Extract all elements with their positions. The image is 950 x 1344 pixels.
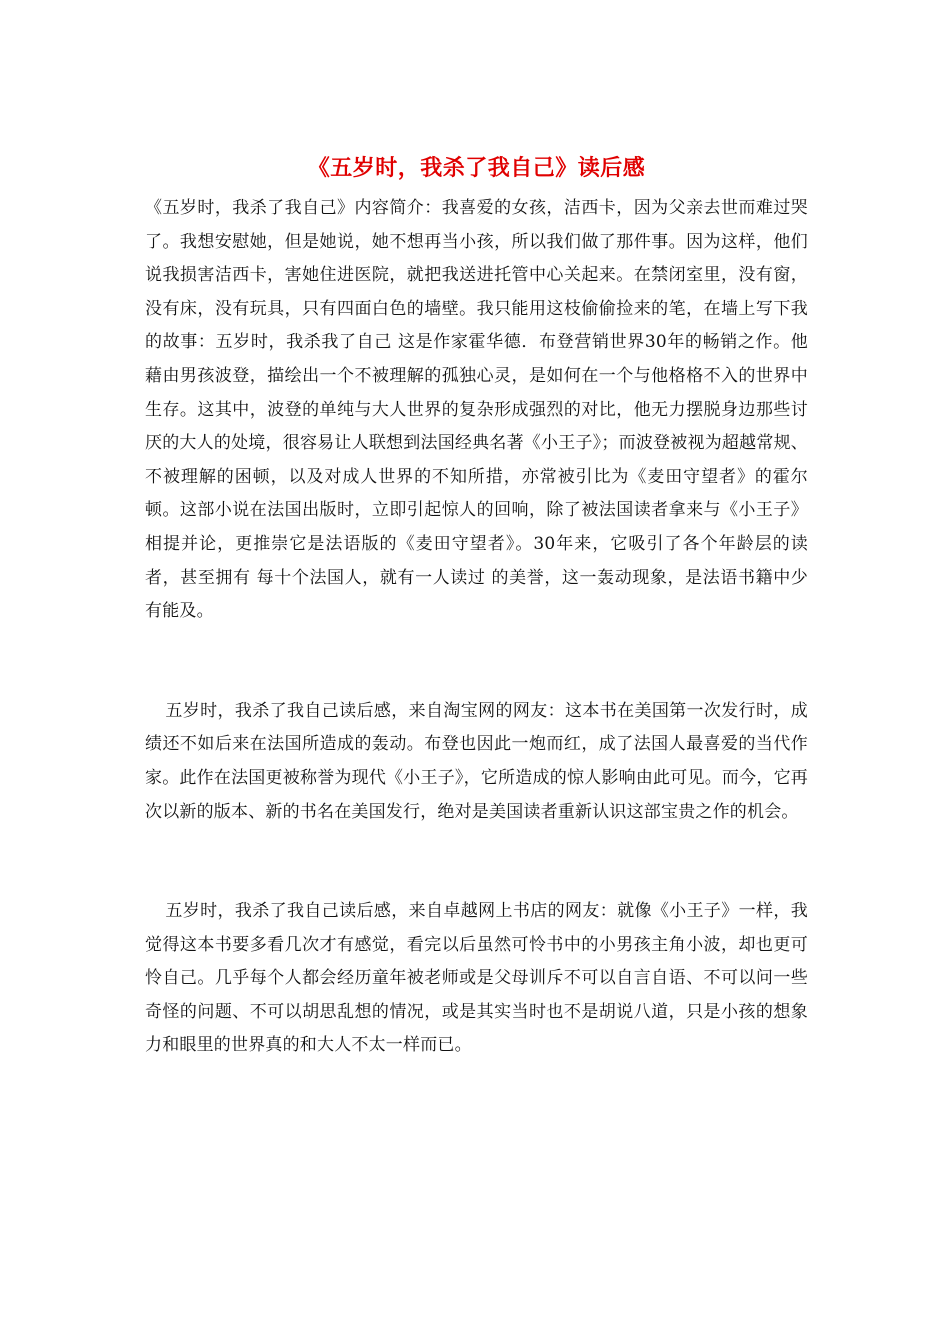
paragraph-taobao-review: 五岁时，我杀了我自己读后感，来自淘宝网的网友：这本书在美国第一次发行时，成绩还不如后来在法国所造成的轰动。布登也因此一炮而红，成了法国人最喜爱的当代作家。此作在法国更被称誉为现代《小王子》，它所造成的惊人影响由此可见。而今，它再次以新的版本、新的书名在美国发行，绝对是美国读者重新认识这部宝贵之作的机会。	[145, 700, 808, 822]
paragraph-joyo-review: 五岁时，我杀了我自己读后感，来自卓越网上书店的网友：就像《小王子》一样，我觉得这本书要多看几次才有感觉，看完以后虽然可怜书中的小男孩主角小波，却也更可怜自己。几乎每个人都会经历童年被老师或是父母训斥不可以自言自语、不可以问一些奇怪的问题、不可以胡思乱想的情况，或是其实当时也不是胡说八道，只是小孩的想象力和眼里的世界真的和大人不太一样而已。	[145, 901, 808, 1056]
paragraph-gap	[145, 829, 808, 895]
paragraph-summary: 《五岁时，我杀了我自己》内容简介：我喜爱的女孩，洁西卡，因为父亲去世而难过哭了。我想安慰她，但是她说，她不想再当小孩，所以我们做了那件事。因为这样，他们说我损害洁西卡，害她住进医院，就把我送进托管中心关起来。在禁闭室里，没有窗，没有床，没有玩具，只有四面白色的墙壁。我只能用这枝偷偷捡来的笔，在墙上写下我的故事：五岁时，我杀我了自己 这是作家霍华德．布登营销世界30年的畅销之作。他藉由男孩波登，描绘出一个不被理解的孤独心灵，是如何在一个与他格格不入的世界中生存。这其中，波登的单纯与大人世界的复杂形成强烈的对比，他无力摆脱身边那些讨厌的大人的处境，很容易让人联想到法国经典名著《小王子》；而波登被视为超越常规、不被理解的困顿，以及对成人世界的不知所措，亦常被引比为《麦田守望者》的霍尔顿。这部小说在法国出版时，立即引起惊人的回响，除了被法国读者拿来与《小王子》相提并论，更推崇它是法语版的《麦田守望者》。30年来，它吸引了各个年龄层的读者，甚至拥有 每十个法国人，就有一人读过 的美誉，这一轰动现象，是法语书籍中少有能及。	[145, 198, 808, 622]
paragraph-gap	[145, 629, 808, 695]
document-title: 《五岁时，我杀了我自己》读后感	[307, 156, 646, 181]
